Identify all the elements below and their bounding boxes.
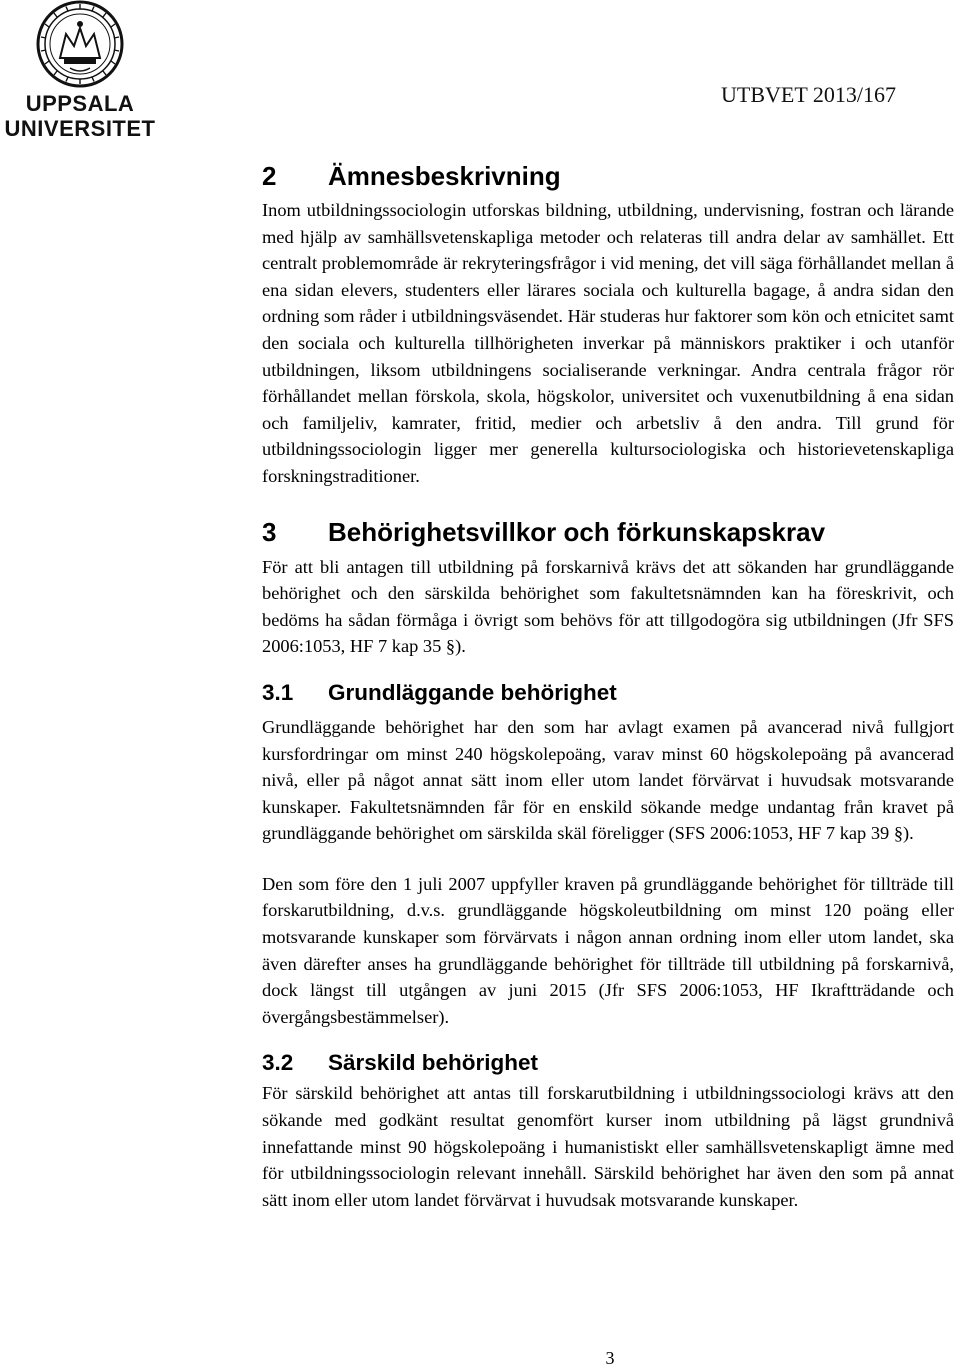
paragraph: För särskild behörighet att antas till forskarutbildning i utbildningssociologi krävs att den sökande med godkänt resultat genomfört kurser inom utbildning på lägst grundnivå innefattande minst 90 högskolepoäng i humanistiskt eller samhällsvetenskapligt ämne med för utbildningssociologin relevant innehåll. Särskild behörighet har även den som på annat sätt inom eller utom landet förvärvat i huvudsak motsvarande kunskaper. [262, 1083, 954, 1210]
paragraph: Den som före den 1 juli 2007 uppfyller kraven på grundläggande behörighet för tillträde till forskarutbildning, d.v.s. grundläggande högskoleutbildning om minst 120 poäng eller motsvarande kunskaper som förvärvats i någon annan ordning inom eller utom landet, ska även därefter anses ha grundläggande behörighet för tillträde till utbildning på forskarnivå, dock längst till utgången av juni 2015 (Jfr SFS 2006:1053, HF Ikraftträdande och övergångsbestämmelser). [262, 873, 954, 1027]
section-title: Ämnesbeskrivning [328, 161, 561, 191]
page-number: 3 [605, 1348, 615, 1368]
section-behorighetsvillkor [262, 516, 954, 660]
paragraph: För att bli antagen till utbildning på forskarnivå krävs det att sökanden har grundläggande behörighet och den särskilda behörighet som fakultetsnämnden kan ha föreskrivit, och bedöms ha sådan förmåga i övrigt som behövs för att tillgodogöra sig utbildningen (Jfr SFS 2006:1053, HF 7 kap 35 §). [262, 556, 954, 657]
section-title: Grundläggande behörighet [328, 679, 617, 705]
logo-text-universitet: UNIVERSITET [4, 116, 156, 141]
section-number: 3.1 [262, 679, 294, 705]
subsection-heading [262, 678, 954, 708]
section-number: 2 [262, 161, 277, 191]
document-body [262, 160, 954, 1213]
section-number: 3 [262, 516, 277, 547]
section-heading [262, 516, 954, 548]
subsection-heading [262, 1048, 954, 1078]
section-heading [262, 160, 954, 192]
university-seal-icon [36, 0, 124, 88]
section-sarskild-behorighet [262, 1048, 954, 1213]
paragraph: Grundläggande behörighet har den som har avlagt examen på avancerad nivå fullgjort kursfordringar om minst 240 högskolepoäng, varav minst 60 högskolepoäng på avancerad nivå, eller på något annat sätt inom eller utom landet förvärvat i huvudsak motsvarande kunskaper. Fakultetsnämnden får för en enskild sökande medge undantag från kravet på grundläggande behörighet om särskilda skäl föreligger (SFS 2006:1053, HF 7 kap 39 §). [262, 716, 954, 844]
paragraph: Inom utbildningssociologin utforskas bildning, utbildning, undervisning, fostran och lärande med hjälp av samhällsvetenskapliga metoder och relateras till andra delar av samhället. Ett centralt problemområde är rekryteringsfrågor i vid mening, det vill säga förhållandet mellan å ena sidan elevers, studenters eller lärares sociala och kulturella bagage, å andra sidan den ordning som råder i utbildningsväsendet. Här studeras hur faktorer som kön och etnicitet samt den sociala och kulturella tillhörigheten inverkar på människors praktiker i och utanför utbildningen, liksom utbildningens socialiserande verkningar. Andra centrala frågor rör förhållandet mellan förskola, skola, högskolor, universitet och vuxenutbildning å ena sidan och familjeliv, kamrater, fritid, medier och arbetsliv å den andra. Till grund för utbildningssociologin ligger mer generella kultursociologiska och historievetenskapliga forskningstraditioner. [262, 200, 954, 486]
section-amnesbeskrivning [262, 160, 954, 490]
section-title: Särskild behörighet [328, 1050, 539, 1076]
document-reference: UTBVET 2013/167 [721, 82, 896, 107]
logo-text-uppsala: UPPSALA [25, 91, 135, 116]
section-number: 3.2 [262, 1050, 294, 1076]
university-logo [0, 0, 160, 145]
section-grundlaggande-behorighet [262, 678, 954, 1031]
section-title: Behörighetsvillkor och förkunskapskrav [328, 516, 826, 547]
